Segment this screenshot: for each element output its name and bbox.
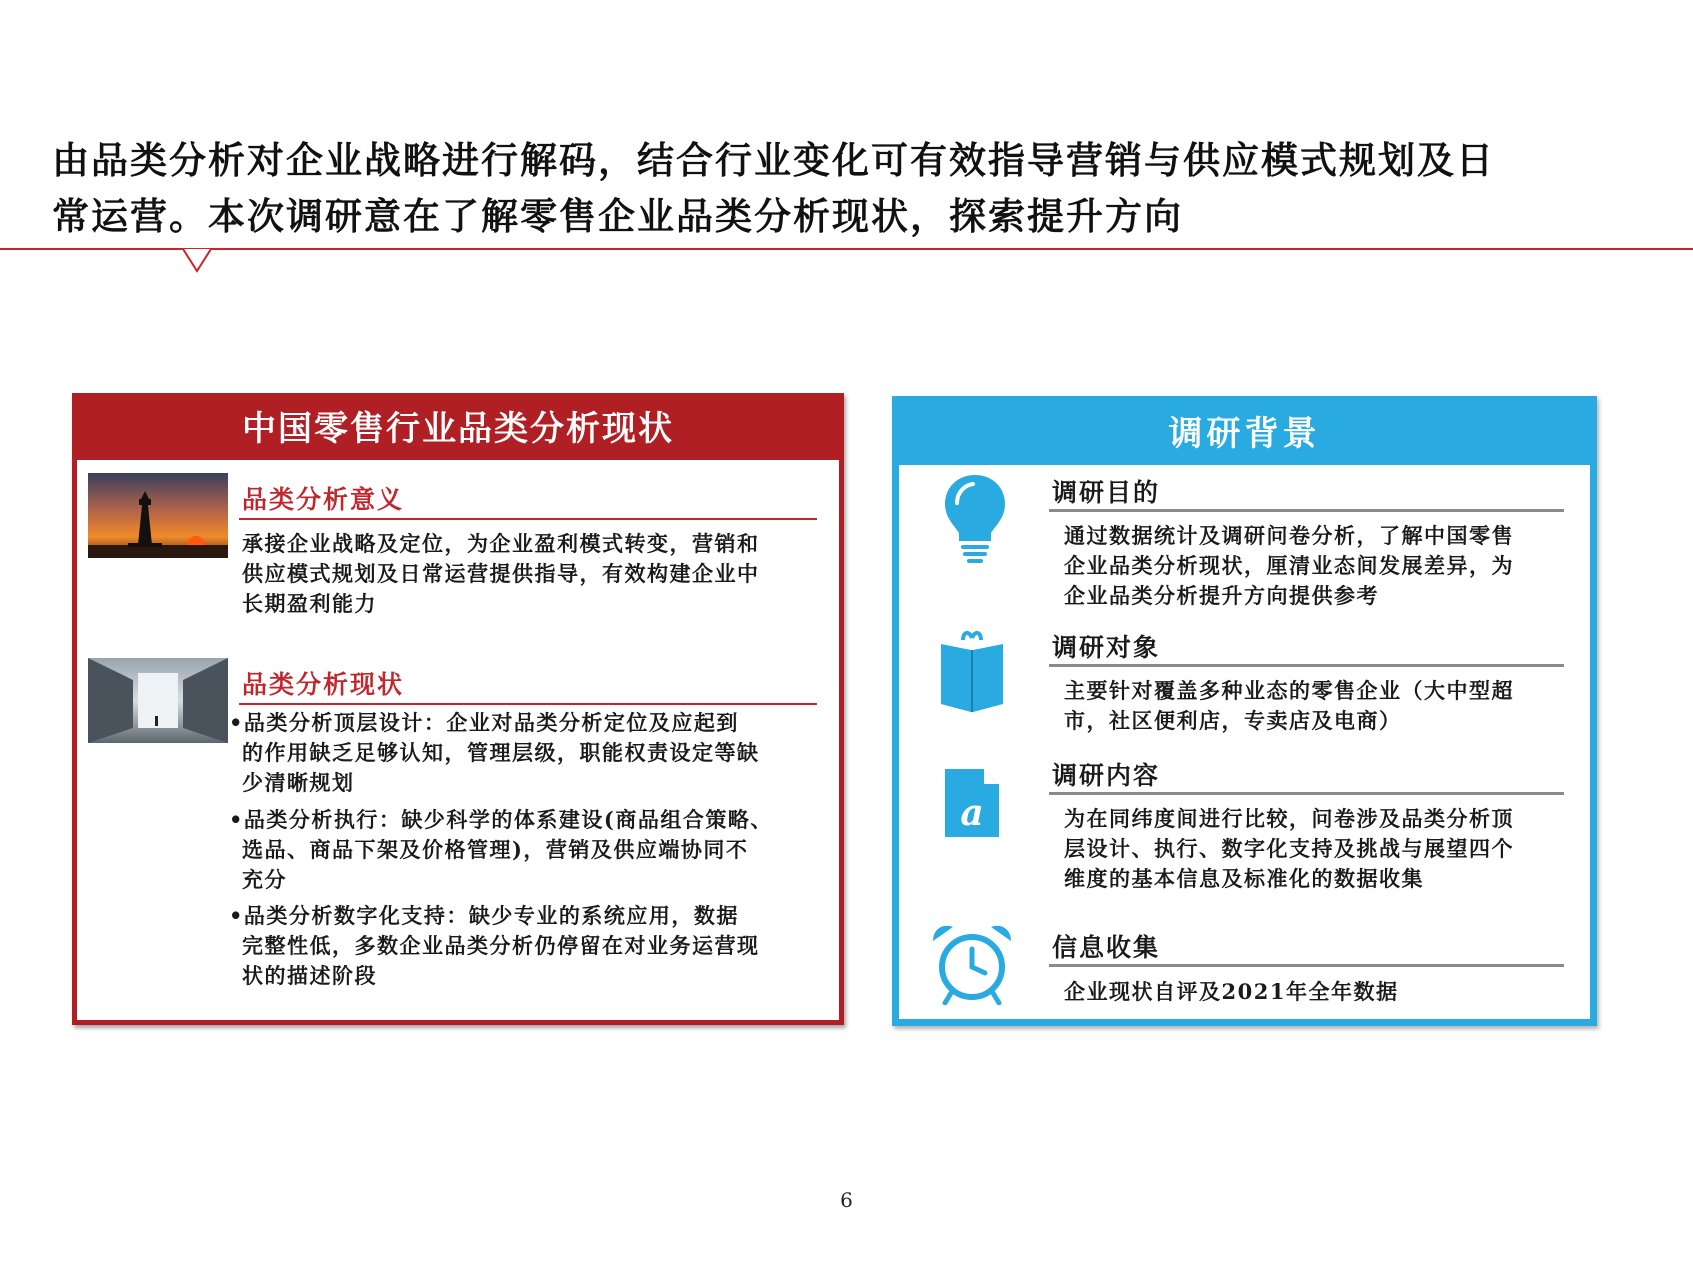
research-content-rule [1049,792,1564,795]
collection-line-1: 企业现状自评及2021年全年数据 [1064,979,1399,1004]
header-divider [0,248,1693,250]
bullet-3-line-1: •品类分析数字化支持：缺少专业的系统应用，数据 [229,903,739,928]
purpose-line-3: 企业品类分析提升方向提供参考 [1064,583,1379,608]
status-panel [72,393,844,1025]
research-target-title: 调研对象 [1052,633,1161,662]
status-panel-title: 中国零售行业品类分析现状 [77,398,839,460]
corridor-image [88,658,228,743]
content-line-1: 为在同纬度间进行比较，问卷涉及品类分析顶 [1064,806,1514,831]
bullet-2-line-1: •品类分析执行：缺少科学的体系建设(商品组合策略、 [229,807,773,832]
meaning-paragraph [242,529,822,619]
research-content-title: 调研内容 [1052,761,1161,790]
research-target-rule [1049,664,1564,667]
target-line-2: 市，社区便利店，专卖店及电商） [1064,708,1402,733]
alarm-clock-icon [929,921,1015,1005]
purpose-line-1: 通过数据统计及调研问卷分析，了解中国零售 [1064,523,1514,548]
svg-text:a: a [960,792,984,834]
lightbulb-icon [941,473,1009,565]
background-panel [892,396,1597,1026]
bullet-2-line-2: 选品、商品下架及价格管理)，营销及供应端协同不 [242,837,749,862]
headline [52,132,1652,244]
research-purpose-title: 调研目的 [1052,478,1161,507]
data-collection-title: 信息收集 [1052,933,1161,962]
book-icon [939,628,1005,716]
research-content-text [1064,804,1564,894]
bullet-1-line-3: 少清晰规划 [242,770,355,795]
headline-line-1: 由品类分析对企业战略进行解码，结合行业变化可有效指导营销与供应模式规划及日 [52,138,1495,182]
data-collection-text [1064,977,1564,1007]
lighthouse-image [88,473,228,558]
bullet-execution [229,805,829,895]
meaning-line-3: 长期盈利能力 [242,591,377,616]
bullet-1-line-1: •品类分析顶层设计：企业对品类分析定位及应起到 [229,710,739,735]
content-line-3: 维度的基本信息及标准化的数据收集 [1064,866,1424,891]
bullet-top-level-design [229,708,829,798]
purpose-line-2: 企业品类分析现状，厘清业态间发展差异，为 [1064,553,1514,578]
target-line-1: 主要针对覆盖多种业态的零售企业（大中型超 [1064,678,1514,703]
headline-line-2: 常运营。本次调研意在了解零售企业品类分析现状，探索提升方向 [52,194,1183,238]
bullet-2-line-3: 充分 [242,867,287,892]
document-icon [943,767,1001,839]
meaning-line-2: 供应模式规划及日常运营提供指导，有效构建企业中 [242,561,760,586]
bullet-3-line-3: 状的描述阶段 [242,963,377,988]
data-collection-rule [1049,964,1564,967]
research-target-text [1064,676,1564,736]
meaning-section-title: 品类分析意义 [242,485,405,514]
meaning-line-1: 承接企业战略及定位，为企业盈利模式转变，营销和 [242,531,760,556]
divider-notch-icon [183,249,211,273]
background-panel-title: 调研背景 [899,403,1590,465]
research-purpose-rule [1049,509,1564,512]
content-line-2: 层设计、执行、数字化支持及挑战与展望四个 [1064,836,1514,861]
status-section-rule [239,703,817,705]
status-section-title: 品类分析现状 [242,670,405,699]
research-purpose-text [1064,521,1564,611]
bullet-1-line-2: 的作用缺乏足够认知，管理层级，职能权责设定等缺 [242,740,760,765]
bullet-digital-support [229,901,829,991]
page-number: 6 [840,1188,853,1212]
bullet-3-line-2: 完整性低，多数企业品类分析仍停留在对业务运营现 [242,933,760,958]
meaning-section-rule [239,518,817,520]
